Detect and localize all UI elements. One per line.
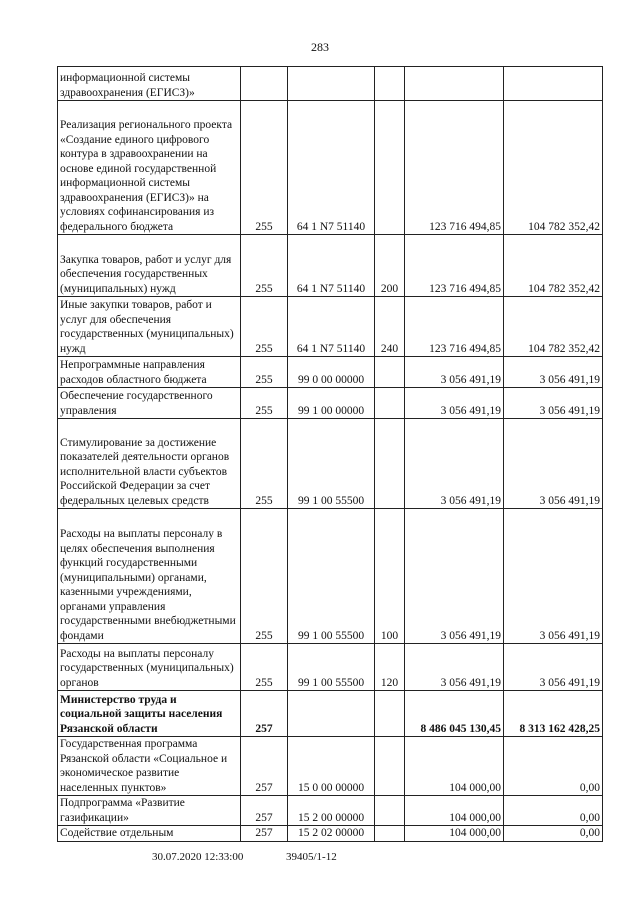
row-amount-2-cell: 8 313 162 428,25 [504, 691, 603, 737]
row-name-cell: Расходы на выплаты персоналу в целях обеспечения выполнения функций государственными (муниципальными) органами, казенными учреждениями, органами управления государственными внебюджетными фондами [58, 509, 241, 644]
row-name-cell: Иные закупки товаров, работ и услуг для обеспечения государственных (муниципальных) нужд [58, 297, 241, 357]
row-ministry-code-cell: 257 [241, 796, 288, 826]
row-target-article-cell: 99 0 00 00000 [288, 357, 375, 388]
row-ministry-code-cell: 257 [241, 826, 288, 842]
row-amount-1-cell: 3 056 491,19 [405, 357, 504, 388]
row-ministry-code-cell: 255 [241, 509, 288, 644]
row-name-cell: Стимулирование за достижение показателей деятельности органов исполнительной власти субъектов Российской Федерации за счет федеральных целевых средств [58, 419, 241, 509]
row-amount-1-cell: 104 000,00 [405, 737, 504, 796]
row-ministry-code-cell [241, 67, 288, 101]
row-amount-2-cell: 0,00 [504, 796, 603, 826]
row-target-article-cell: 64 1 N7 51140 [288, 101, 375, 235]
row-amount-1-cell: 3 056 491,19 [405, 388, 504, 419]
row-expense-type-cell [375, 826, 405, 842]
budget-table [57, 66, 603, 842]
footer-timestamp: 30.07.2020 12:33:00 [152, 851, 244, 863]
row-target-article-cell: 99 1 00 55500 [288, 644, 375, 691]
row-name-cell: Содействие отдельным [58, 826, 241, 842]
row-amount-1-cell: 123 716 494,85 [405, 297, 504, 357]
row-amount-1-cell: 104 000,00 [405, 826, 504, 842]
row-name-cell: Непрограммные направления расходов областного бюджета [58, 357, 241, 388]
row-name-cell: Обеспечение государственного управления [58, 388, 241, 419]
row-expense-type-cell [375, 101, 405, 235]
row-target-article-cell: 15 2 00 00000 [288, 796, 375, 826]
row-expense-type-cell [375, 357, 405, 388]
row-expense-type-cell [375, 388, 405, 419]
row-name-cell: Подпрограмма «Развитие газификации» [58, 796, 241, 826]
row-target-article-cell [288, 691, 375, 737]
row-amount-1-cell: 123 716 494,85 [405, 235, 504, 297]
row-name-cell: Министерство труда и социальной защиты населения Рязанской области [58, 691, 241, 737]
row-amount-2-cell [504, 67, 603, 101]
row-target-article-cell: 64 1 N7 51140 [288, 235, 375, 297]
table-row [58, 297, 603, 357]
row-amount-2-cell: 3 056 491,19 [504, 357, 603, 388]
table-row [58, 737, 603, 796]
table-row [58, 235, 603, 297]
row-target-article-cell [288, 67, 375, 101]
row-amount-1-cell: 104 000,00 [405, 796, 504, 826]
row-expense-type-cell: 240 [375, 297, 405, 357]
table-row [58, 644, 603, 691]
row-expense-type-cell: 100 [375, 509, 405, 644]
row-ministry-code-cell: 255 [241, 357, 288, 388]
row-amount-2-cell: 0,00 [504, 826, 603, 842]
row-amount-2-cell: 3 056 491,19 [504, 388, 603, 419]
table-row [58, 419, 603, 509]
row-name-cell: Расходы на выплаты персоналу государственных (муниципальных) органов [58, 644, 241, 691]
row-expense-type-cell [375, 737, 405, 796]
row-expense-type-cell: 120 [375, 644, 405, 691]
row-amount-2-cell: 104 782 352,42 [504, 101, 603, 235]
row-amount-2-cell: 104 782 352,42 [504, 235, 603, 297]
row-expense-type-cell [375, 67, 405, 101]
row-ministry-code-cell: 255 [241, 297, 288, 357]
row-ministry-code-cell: 255 [241, 235, 288, 297]
row-target-article-cell: 99 1 00 00000 [288, 388, 375, 419]
row-amount-1-cell: 8 486 045 130,45 [405, 691, 504, 737]
row-target-article-cell: 15 0 00 00000 [288, 737, 375, 796]
row-target-article-cell: 64 1 N7 51140 [288, 297, 375, 357]
budget-table-body [58, 67, 603, 842]
table-row [58, 796, 603, 826]
page-number: 283 [311, 40, 329, 54]
table-row [58, 691, 603, 737]
row-name-cell: Реализация регионального проекта «Создание единого цифрового контура в здравоохранении на основе единой государственной информационной системы здравоохранения (ЕГИСЗ)» на условиях софинансирования из федерального бюджета [58, 101, 241, 235]
row-amount-2-cell: 3 056 491,19 [504, 509, 603, 644]
row-ministry-code-cell: 255 [241, 419, 288, 509]
table-row [58, 509, 603, 644]
row-name-cell: Государственная программа Рязанской области «Социальное и экономическое развитие населенных пунктов» [58, 737, 241, 796]
row-ministry-code-cell: 257 [241, 691, 288, 737]
footer-doc-ref: 39405/1-12 [286, 851, 337, 863]
row-ministry-code-cell: 255 [241, 644, 288, 691]
row-ministry-code-cell: 257 [241, 737, 288, 796]
table-row [58, 101, 603, 235]
row-amount-1-cell: 3 056 491,19 [405, 644, 504, 691]
row-ministry-code-cell: 255 [241, 388, 288, 419]
table-row [58, 357, 603, 388]
row-expense-type-cell: 200 [375, 235, 405, 297]
table-row [58, 388, 603, 419]
table-row [58, 67, 603, 101]
row-name-cell: Закупка товаров, работ и услуг для обеспечения государственных (муниципальных) нужд [58, 235, 241, 297]
row-amount-1-cell: 3 056 491,19 [405, 509, 504, 644]
row-amount-1-cell [405, 67, 504, 101]
row-expense-type-cell [375, 691, 405, 737]
row-amount-2-cell: 3 056 491,19 [504, 644, 603, 691]
row-amount-1-cell: 123 716 494,85 [405, 101, 504, 235]
row-expense-type-cell [375, 419, 405, 509]
row-target-article-cell: 99 1 00 55500 [288, 419, 375, 509]
row-name-cell: информационной системы здравоохранения (ЕГИСЗ)» [58, 67, 241, 101]
row-amount-2-cell: 3 056 491,19 [504, 419, 603, 509]
row-expense-type-cell [375, 796, 405, 826]
row-amount-2-cell: 0,00 [504, 737, 603, 796]
row-ministry-code-cell: 255 [241, 101, 288, 235]
row-amount-1-cell: 3 056 491,19 [405, 419, 504, 509]
row-target-article-cell: 15 2 02 00000 [288, 826, 375, 842]
table-row [58, 826, 603, 842]
row-amount-2-cell: 104 782 352,42 [504, 297, 603, 357]
row-target-article-cell: 99 1 00 55500 [288, 509, 375, 644]
